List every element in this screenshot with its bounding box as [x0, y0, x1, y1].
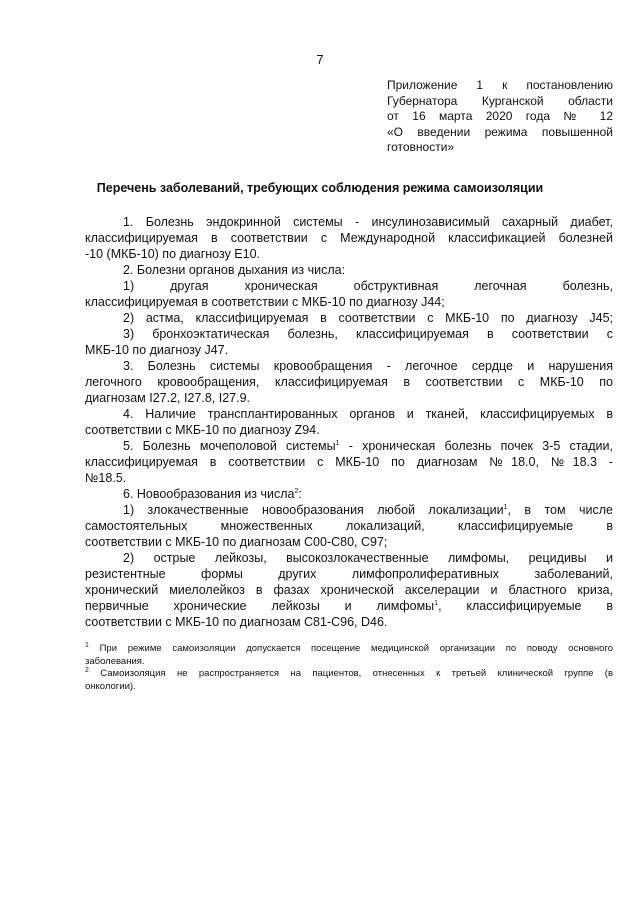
footnote-line [85, 668, 613, 681]
paragraph-line: 1) другая хроническая обструктивная легочная болезнь, [123, 279, 613, 293]
appendix-line: готовности» [387, 140, 455, 154]
paragraph-line: 1. Болезнь эндокринной системы - инсулинозависимый сахарный диабет, [123, 215, 613, 229]
paragraph-line: 2. Болезни органов дыхания из числа: [123, 263, 346, 277]
document-body [85, 214, 613, 630]
text-fragment: , в том числе [507, 503, 613, 517]
paragraph-line: 3) бронхоэктатическая болезнь, классифицируемая в соответствии с [123, 327, 613, 341]
footnote-ref: 1 [335, 439, 340, 447]
paragraph-line: соответствии с МКБ-10 по диагнозам С00-С80, С97; [85, 535, 388, 549]
paragraph-line: легочного кровообращения, классифицируемая в соответствии с МКБ-10 по [85, 375, 613, 389]
paragraph-line: МКБ-10 по диагнозу J47. [85, 343, 229, 357]
page-number: 7 [316, 52, 324, 67]
footnote-line [85, 643, 613, 656]
text-fragment: 5. Болезнь мочеполовой системы [123, 439, 336, 453]
text-fragment: - хроническая болезнь почек 3-5 стадии, [339, 439, 613, 453]
text-fragment: Самоизоляция не распространяется на пациентов, отнесенных к третьей клинической группе (в [100, 668, 613, 679]
paragraph-line: резистентные формы других лимфопролиферативных заболеваний, [85, 567, 613, 581]
appendix-line: «О введении режима повышенной [387, 124, 613, 139]
appendix-line: Приложение 1 к постановлению [387, 78, 613, 92]
paragraph-line: 2) астма, классифицируемая в соответствии с МКБ-10 по диагнозу J45; [123, 311, 613, 325]
footnote-line: онкологии). [85, 680, 136, 692]
paragraph-line: классифицируемая в соответствии с МКБ-10 по диагнозу J44; [85, 295, 445, 309]
paragraph-line: 3. Болезнь системы кровообращения - легочное сердце и нарушения [123, 359, 613, 373]
paragraph-line [85, 598, 613, 614]
text-fragment: При режиме самоизоляции допускается посещение медицинской организации по поводу основного [99, 643, 613, 654]
footnote-ref: 1 [503, 503, 508, 511]
paragraph-line: 4. Наличие трансплантированных органов и тканей, классифицируемых в [123, 407, 613, 421]
paragraph-line: диагнозам I27.2, I27.8, I27.9. [85, 391, 251, 405]
paragraph-line: соответствии с МКБ-10 по диагнозу Z94. [85, 423, 320, 437]
paragraph-line [85, 502, 613, 518]
footnote-ref: 1 [434, 599, 439, 607]
appendix-line: от 16 марта 2020 года № 12 [387, 109, 613, 123]
text-fragment: , классифицируемые в [438, 599, 613, 613]
text-fragment: 6. Новообразования из числа [123, 487, 295, 501]
paragraph-line: классифицируемая в соответствии с Международной классификацией болезней [85, 231, 613, 245]
paragraph-line: самостоятельных множественных локализаций, классифицируемые в [85, 519, 613, 533]
paragraph-line [85, 438, 613, 454]
appendix-header [387, 78, 613, 156]
footnote-marker: 2 [85, 666, 89, 674]
footnote-ref: 2 [294, 487, 299, 495]
document-title: Перечень заболеваний, требующих соблюдения режима самоизоляции [96, 181, 544, 195]
paragraph-line: -10 (МКБ-10) по диагнозу E10. [85, 247, 261, 261]
text-fragment: первичные хронические лейкозы и лимфомы [85, 599, 435, 613]
footnotes [85, 643, 613, 693]
paragraph-line: соответствии с МКБ-10 по диагнозам С81-С96, D46. [85, 615, 388, 629]
appendix-line: Губернатора Курганской области [387, 93, 613, 108]
footnote-marker: 1 [85, 641, 89, 649]
footnote-line: заболевания. [85, 655, 145, 667]
paragraph-line: №18.5. [85, 471, 127, 485]
paragraph-line: 2) острые лейкозы, высокозлокачественные лимфомы, рецидивы и [123, 551, 613, 565]
paragraph-line: хронический миелолейкоз в фазах хронической акселерации и бластного криза, [85, 583, 613, 597]
text-fragment: 1) злокачественные новообразования любой локализации [123, 503, 504, 517]
paragraph-line: классифицируемая в соответствии с МКБ-10 по диагнозам №18.0, №18.3 - [85, 455, 613, 469]
paragraph-line: 6. Новообразования из числа$^2$: [123, 487, 302, 501]
